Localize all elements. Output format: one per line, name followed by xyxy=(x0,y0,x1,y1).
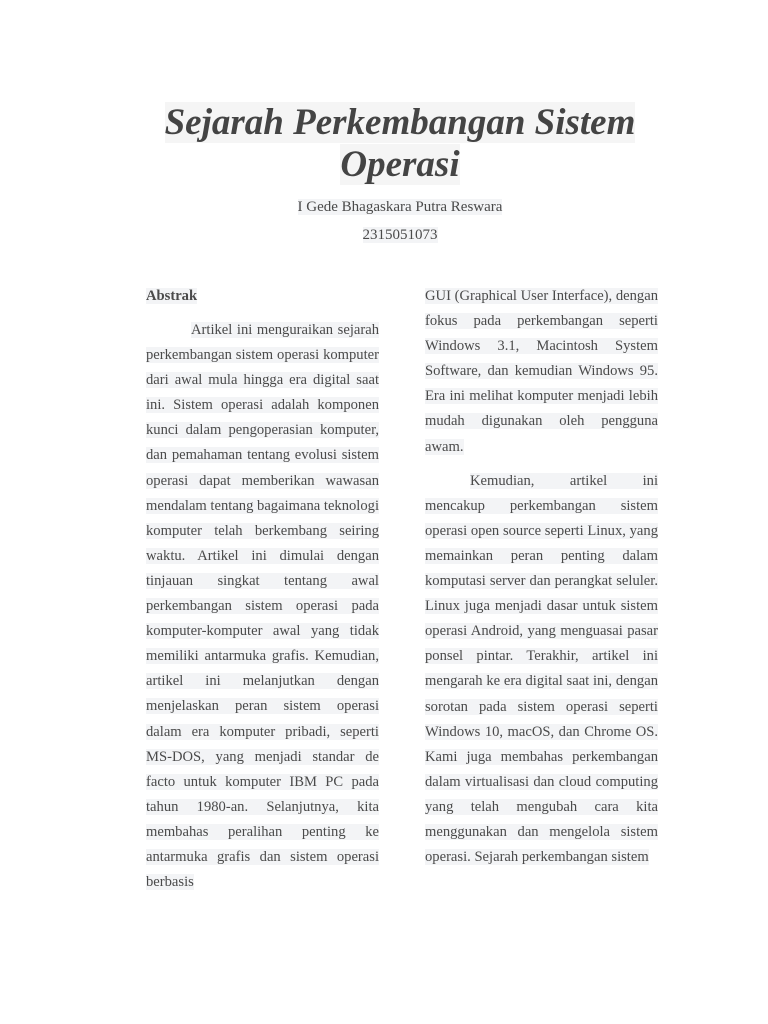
abstract-paragraph-second xyxy=(425,469,658,871)
abstract-heading xyxy=(146,284,379,309)
student-id xyxy=(150,225,650,245)
abstract-paragraph-text: Artikel ini menguraikan sejarah perkembangan sistem operasi komputer dari awal mula hingga era digital saat ini. Sistem operasi adalah komponen kunci dalam pengoperasian komputer, dan pemahaman tentang evolusi sistem operasi dapat memberikan wawasan mendalam tentang bagaimana teknologi komputer telah berkembang seiring waktu. Artikel ini dimulai dengan tinjauan singkat tentang awal perkembangan sistem operasi pada komputer-komputer awal yang tidak memiliki antarmuka grafis. Kemudian, artikel ini melanjutkan dengan menjelaskan peran sistem operasi dalam era komputer pribadi, seperti MS-DOS, yang menjadi standar de facto untuk komputer IBM PC pada tahun 1980-an. Selanjutnya, kita membahas peralihan penting ke antarmuka grafis dan sistem operasi berbasis xyxy=(146,322,380,891)
student-id-text: 2315051073 xyxy=(362,227,438,243)
author-name xyxy=(150,197,650,217)
abstract-paragraph xyxy=(146,318,379,895)
document-title xyxy=(150,102,650,186)
right-column xyxy=(425,284,658,879)
document-title-text: Sejarah Perkembangan Sistem Operasi xyxy=(164,102,636,185)
abstract-paragraph-second-text: Kemudian, artikel ini mencakup perkembangan sistem operasi open source seperti Linux, yang memainkan peran penting dalam komputasi server dan perangkat seluler. Linux juga menjadi dasar untuk sistem operasi Android, yang menguasai pasar ponsel pintar. Terakhir, artikel ini mengarah ke era digital saat ini, dengan sorotan pada sistem operasi seperti Windows 10, macOS, dan Chrome OS. Kami juga membahas perkembangan dalam virtualisasi dan cloud computing yang telah mengubah cara kita menggunakan dan mengelola sistem operasi. Sejarah perkembangan sistem xyxy=(425,472,658,866)
left-column xyxy=(146,284,379,904)
abstract-heading-text: Abstrak xyxy=(146,288,198,304)
abstract-paragraph-continued xyxy=(425,284,658,460)
author-name-text: I Gede Bhagaskara Putra Reswara xyxy=(297,199,503,215)
abstract-paragraph-continued-text: GUI (Graphical User Interface), dengan fokus pada perkembangan seperti Windows 3.1, Macintosh System Software, dan kemudian Windows 95. Era ini melihat komputer menjadi lebih mudah digunakan oleh pengguna awam. xyxy=(425,288,658,455)
